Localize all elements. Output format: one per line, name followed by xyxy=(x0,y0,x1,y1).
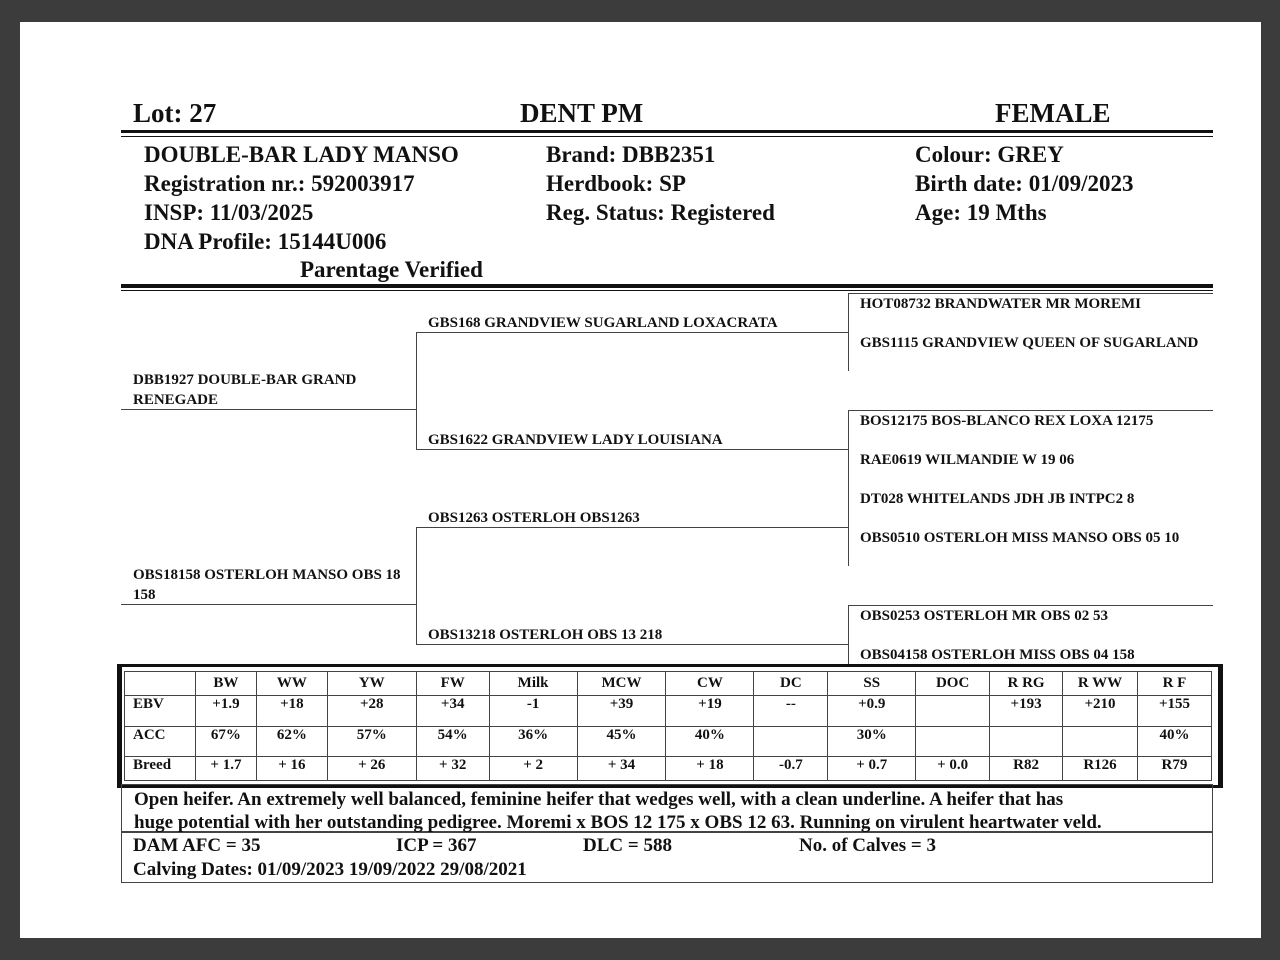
dam-afc: DAM AFC = 35 xyxy=(133,835,261,856)
ebv-col-header: DC xyxy=(754,672,828,696)
comments-line-1: Open heifer. An extremely well balanced, feminine heifer that wedges well, with a clean underline. A heifer that has xyxy=(134,789,1064,810)
pedigree-sire-dam: GBS1622 GRANDVIEW LADY LOUISIANA xyxy=(428,432,723,448)
comments-line-2: huge potential with her outstanding pedigree. Moremi x BOS 12 175 x OBS 12 63. Running on virulent heartwater veld. xyxy=(134,812,1102,833)
catalogue-page xyxy=(20,22,1261,938)
ebv-cell: + 32 xyxy=(416,757,489,781)
comments-box xyxy=(121,784,1213,832)
dam-icp: ICP = 367 xyxy=(396,835,477,856)
pedigree-ggp-3: BOS12175 BOS-BLANCO REX LOXA 12175 xyxy=(860,413,1154,429)
pedigree-dam-dam: OBS13218 OSTERLOH OBS 13 218 xyxy=(428,627,663,643)
ebv-col-header: WW xyxy=(256,672,327,696)
ebv-col-header: R F xyxy=(1137,672,1211,696)
dna-profile: DNA Profile: 15144U006 xyxy=(144,229,387,254)
ebv-col-header: BW xyxy=(195,672,256,696)
ebv-table xyxy=(124,671,1212,781)
ebv-cell: +193 xyxy=(990,696,1063,727)
ebv-cell: +18 xyxy=(256,696,327,727)
info-rule xyxy=(121,284,1213,288)
ebv-cell: + 16 xyxy=(256,757,327,781)
animal-name: DOUBLE-BAR LADY MANSO xyxy=(144,142,459,167)
ebv-cell: -1 xyxy=(489,696,577,727)
ebv-cell: 54% xyxy=(416,727,489,757)
ebv-row-label: EBV xyxy=(125,696,196,727)
ebv-row-ebv xyxy=(125,696,1212,727)
ebv-cell xyxy=(990,727,1063,757)
ebv-cell: +1.9 xyxy=(195,696,256,727)
ebv-cell: + 2 xyxy=(489,757,577,781)
ebv-row-breed xyxy=(125,757,1212,781)
dam-stats-box xyxy=(121,832,1213,883)
ebv-cell: -- xyxy=(754,696,828,727)
ebv-cell: +19 xyxy=(666,696,754,727)
ebv-cell: + 26 xyxy=(327,757,416,781)
header-rule-thin xyxy=(121,136,1213,137)
registration-status: Reg. Status: Registered xyxy=(546,200,775,225)
ebv-cell: R82 xyxy=(990,757,1063,781)
ebv-col-header: R RG xyxy=(990,672,1063,696)
ebv-cell: 40% xyxy=(1137,727,1211,757)
pedigree-ggp-5: DT028 WHITELANDS JDH JB INTPC2 8 xyxy=(860,491,1135,507)
ebv-row-acc xyxy=(125,727,1212,757)
pedigree-ggp-6: OBS0510 OSTERLOH MISS MANSO OBS 05 10 xyxy=(860,530,1180,546)
ebv-cell: 45% xyxy=(577,727,666,757)
ebv-col-header: CW xyxy=(666,672,754,696)
ebv-cell: + 0.7 xyxy=(828,757,916,781)
ebv-col-header: MCW xyxy=(577,672,666,696)
ebv-cell: + 1.7 xyxy=(195,757,256,781)
ebv-cell: 57% xyxy=(327,727,416,757)
ebv-cell xyxy=(916,727,990,757)
ebv-cell: -0.7 xyxy=(754,757,828,781)
breeder-name: DENT PM xyxy=(520,98,644,128)
ebv-row-label: Breed xyxy=(125,757,196,781)
ebv-header-row xyxy=(125,672,1212,696)
pedigree-ggp-1: HOT08732 BRANDWATER MR MOREMI xyxy=(860,296,1141,312)
ebv-cell: +39 xyxy=(577,696,666,727)
ebv-cell xyxy=(754,727,828,757)
pedigree-dam-sire: OBS1263 OSTERLOH OBS1263 xyxy=(428,510,640,526)
ebv-cell: +155 xyxy=(1137,696,1211,727)
pedigree-ggp-7: OBS0253 OSTERLOH MR OBS 02 53 xyxy=(860,608,1108,624)
birth-date: Birth date: 01/09/2023 xyxy=(915,171,1134,196)
ebv-cell: + 0.0 xyxy=(916,757,990,781)
pedigree-sire-sire: GBS168 GRANDVIEW SUGARLAND LOXACRATA xyxy=(428,315,778,331)
dam-calves-count: No. of Calves = 3 xyxy=(799,835,936,856)
pedigree-dam: OBS18158 OSTERLOH MANSO OBS 18 158 xyxy=(133,567,401,603)
ebv-col-header: R WW xyxy=(1063,672,1138,696)
registration-number: Registration nr.: 592003917 xyxy=(144,171,415,196)
inspection-date: INSP: 11/03/2025 xyxy=(144,200,314,225)
ebv-col-header: SS xyxy=(828,672,916,696)
ebv-cell: 30% xyxy=(828,727,916,757)
colour: Colour: GREY xyxy=(915,142,1064,167)
pedigree-ggp-2: GBS1115 GRANDVIEW QUEEN OF SUGARLAND xyxy=(860,335,1199,351)
ebv-cell: R126 xyxy=(1063,757,1138,781)
ebv-cell: 40% xyxy=(666,727,754,757)
ebv-cell: +34 xyxy=(416,696,489,727)
pedigree-ggp-8: OBS04158 OSTERLOH MISS OBS 04 158 xyxy=(860,647,1135,663)
ebv-cell: 67% xyxy=(195,727,256,757)
header-rule xyxy=(121,130,1213,133)
sex-label: FEMALE xyxy=(995,98,1111,128)
ebv-cell: R79 xyxy=(1137,757,1211,781)
ebv-header-blank xyxy=(125,672,196,696)
pedigree-sire: DBB1927 DOUBLE-BAR GRAND RENEGADE xyxy=(133,372,357,408)
brand: Brand: DBB2351 xyxy=(546,142,716,167)
dam-dlc: DLC = 588 xyxy=(583,835,672,856)
ebv-cell: 36% xyxy=(489,727,577,757)
herdbook: Herdbook: SP xyxy=(546,171,686,196)
ebv-cell: + 18 xyxy=(666,757,754,781)
parentage-status: Parentage Verified xyxy=(300,257,483,282)
ebv-col-header: YW xyxy=(327,672,416,696)
ebv-cell: 62% xyxy=(256,727,327,757)
info-rule-thin xyxy=(121,290,1213,291)
ebv-cell: +28 xyxy=(327,696,416,727)
ebv-cell xyxy=(1063,727,1138,757)
ebv-cell: +210 xyxy=(1063,696,1138,727)
ebv-row-label: ACC xyxy=(125,727,196,757)
ebv-cell xyxy=(916,696,990,727)
lot-number: Lot: 27 xyxy=(133,98,217,128)
age: Age: 19 Mths xyxy=(915,200,1047,225)
ebv-col-header: DOC xyxy=(916,672,990,696)
ebv-cell: +0.9 xyxy=(828,696,916,727)
pedigree-ggp-4: RAE0619 WILMANDIE W 19 06 xyxy=(860,452,1075,468)
ebv-col-header: Milk xyxy=(489,672,577,696)
calving-dates: Calving Dates: 01/09/2023 19/09/2022 29/08/2021 xyxy=(133,859,527,880)
ebv-cell: + 34 xyxy=(577,757,666,781)
ebv-col-header: FW xyxy=(416,672,489,696)
